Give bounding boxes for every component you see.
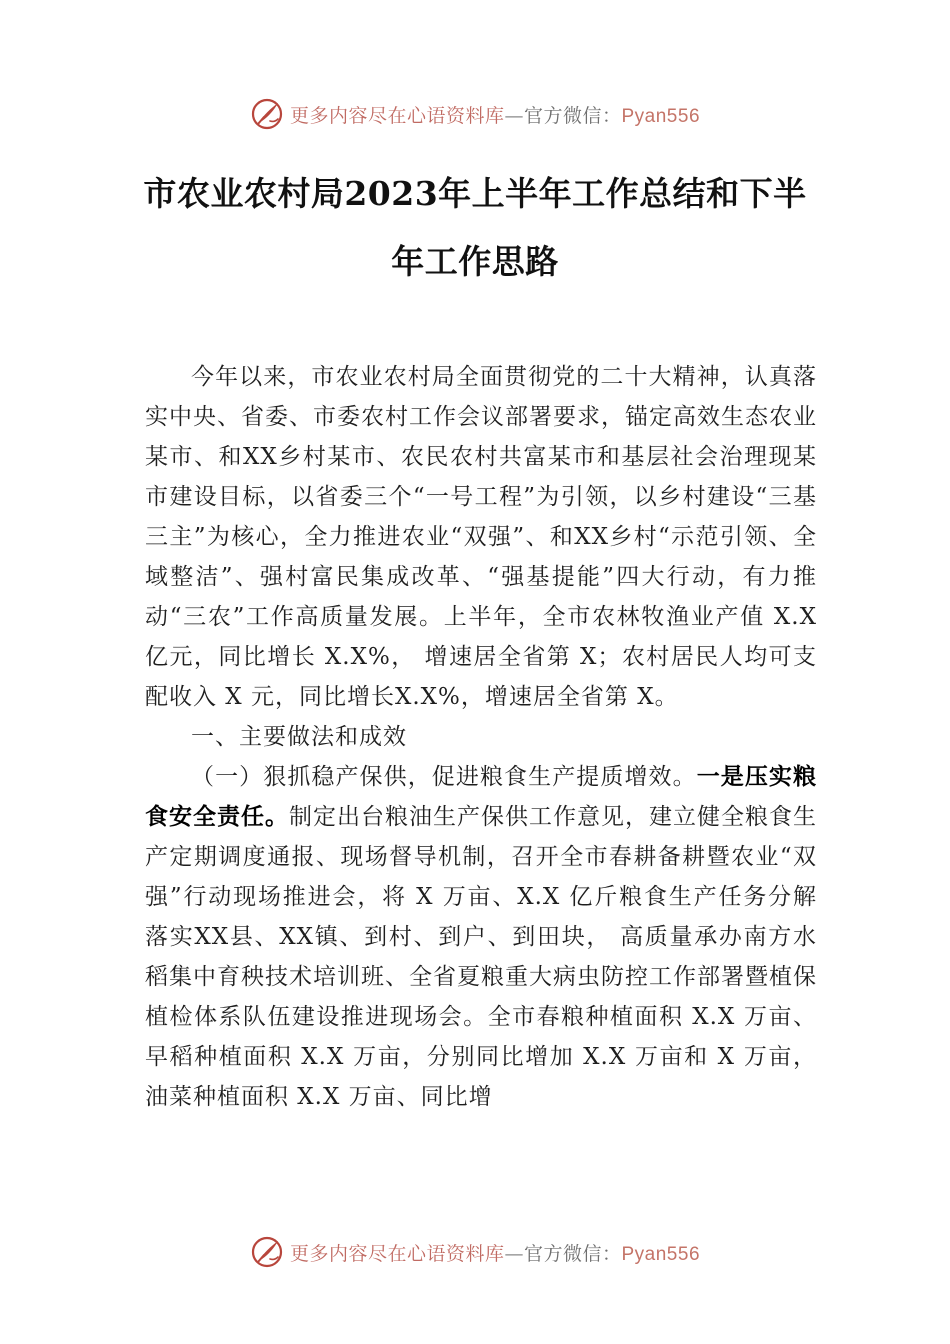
footer-watermark-banner <box>0 1232 950 1272</box>
watermark-text <box>290 1239 700 1266</box>
watermark-text <box>290 101 700 128</box>
header-watermark-banner <box>0 94 950 134</box>
watermark-dash: — <box>504 1242 524 1265</box>
watermark-official-label: 官方微信： <box>523 1242 622 1265</box>
document-title: 市农业农村局2023年上半年工作总结和下半年工作思路 <box>143 174 807 281</box>
section-heading: 一、主要做法和成效 <box>191 724 407 750</box>
subsection-paragraph <box>145 757 817 1117</box>
quill-logo-icon <box>250 1235 284 1269</box>
watermark-main-text: 更多内容尽在心语资料库 <box>289 104 505 127</box>
subsection-heading: （一）狠抓稳产保供，促进粮食生产提质增效。 <box>191 764 697 790</box>
watermark-wechat-id: Pyan556 <box>621 105 701 127</box>
document-body <box>145 357 817 1117</box>
watermark-wechat-id: Pyan556 <box>621 1243 701 1265</box>
watermark-dash: — <box>504 104 524 127</box>
intro-paragraph: 今年以来，市农业农村局全面贯彻党的二十大精神，认真落实中央、省委、市委农村工作会议部署要求，锚定高效生态农业某市、和XX乡村某市、农民农村共富某市和基层社会治理现某市建设目标，以省委三个“一号工程”为引领，以乡村建设“三基三主”为核心，全力推进农业“双强”、和XX乡村“示范引领、全域整洁”、强村富民集成改革、“强基提能”四大行动，有力推动“三农”工作高质量发展。上半年，全市农林牧渔业产值 X.X 亿元，同比增长 X.X%， 增速居全省第 X；农村居民人均可支配收入 X 元，同比增长X.X%，增速居全省第 X。 <box>145 364 817 710</box>
watermark-official-label: 官方微信： <box>523 104 622 127</box>
key-point-bold: 一是压实粮食安全责任。 <box>145 764 818 830</box>
quill-logo-icon <box>250 97 284 131</box>
watermark-main-text: 更多内容尽在心语资料库 <box>289 1242 505 1265</box>
subsection-body: 制定出台粮油生产保供工作意见，建立健全粮食生产定期调度通报、现场督导机制，召开全市春耕备耕暨农业“双强”行动现场推进会，将 X 万亩、X.X 亿斤粮食生产任务分解落实XX县、XX镇、到村、到户、到田块， 高质量承办南方水稻集中育秧技术培训班、全省夏粮重大病虫防控工作部署暨植保植检体系队伍建设推进现场会。全市春粮种植面积 X.X 万亩、早稻种植面积 X.X 万亩，分别同比增加 X.X 万亩和 X 万亩，油菜种植面积 X.X 万亩、同比增 <box>145 804 817 1110</box>
